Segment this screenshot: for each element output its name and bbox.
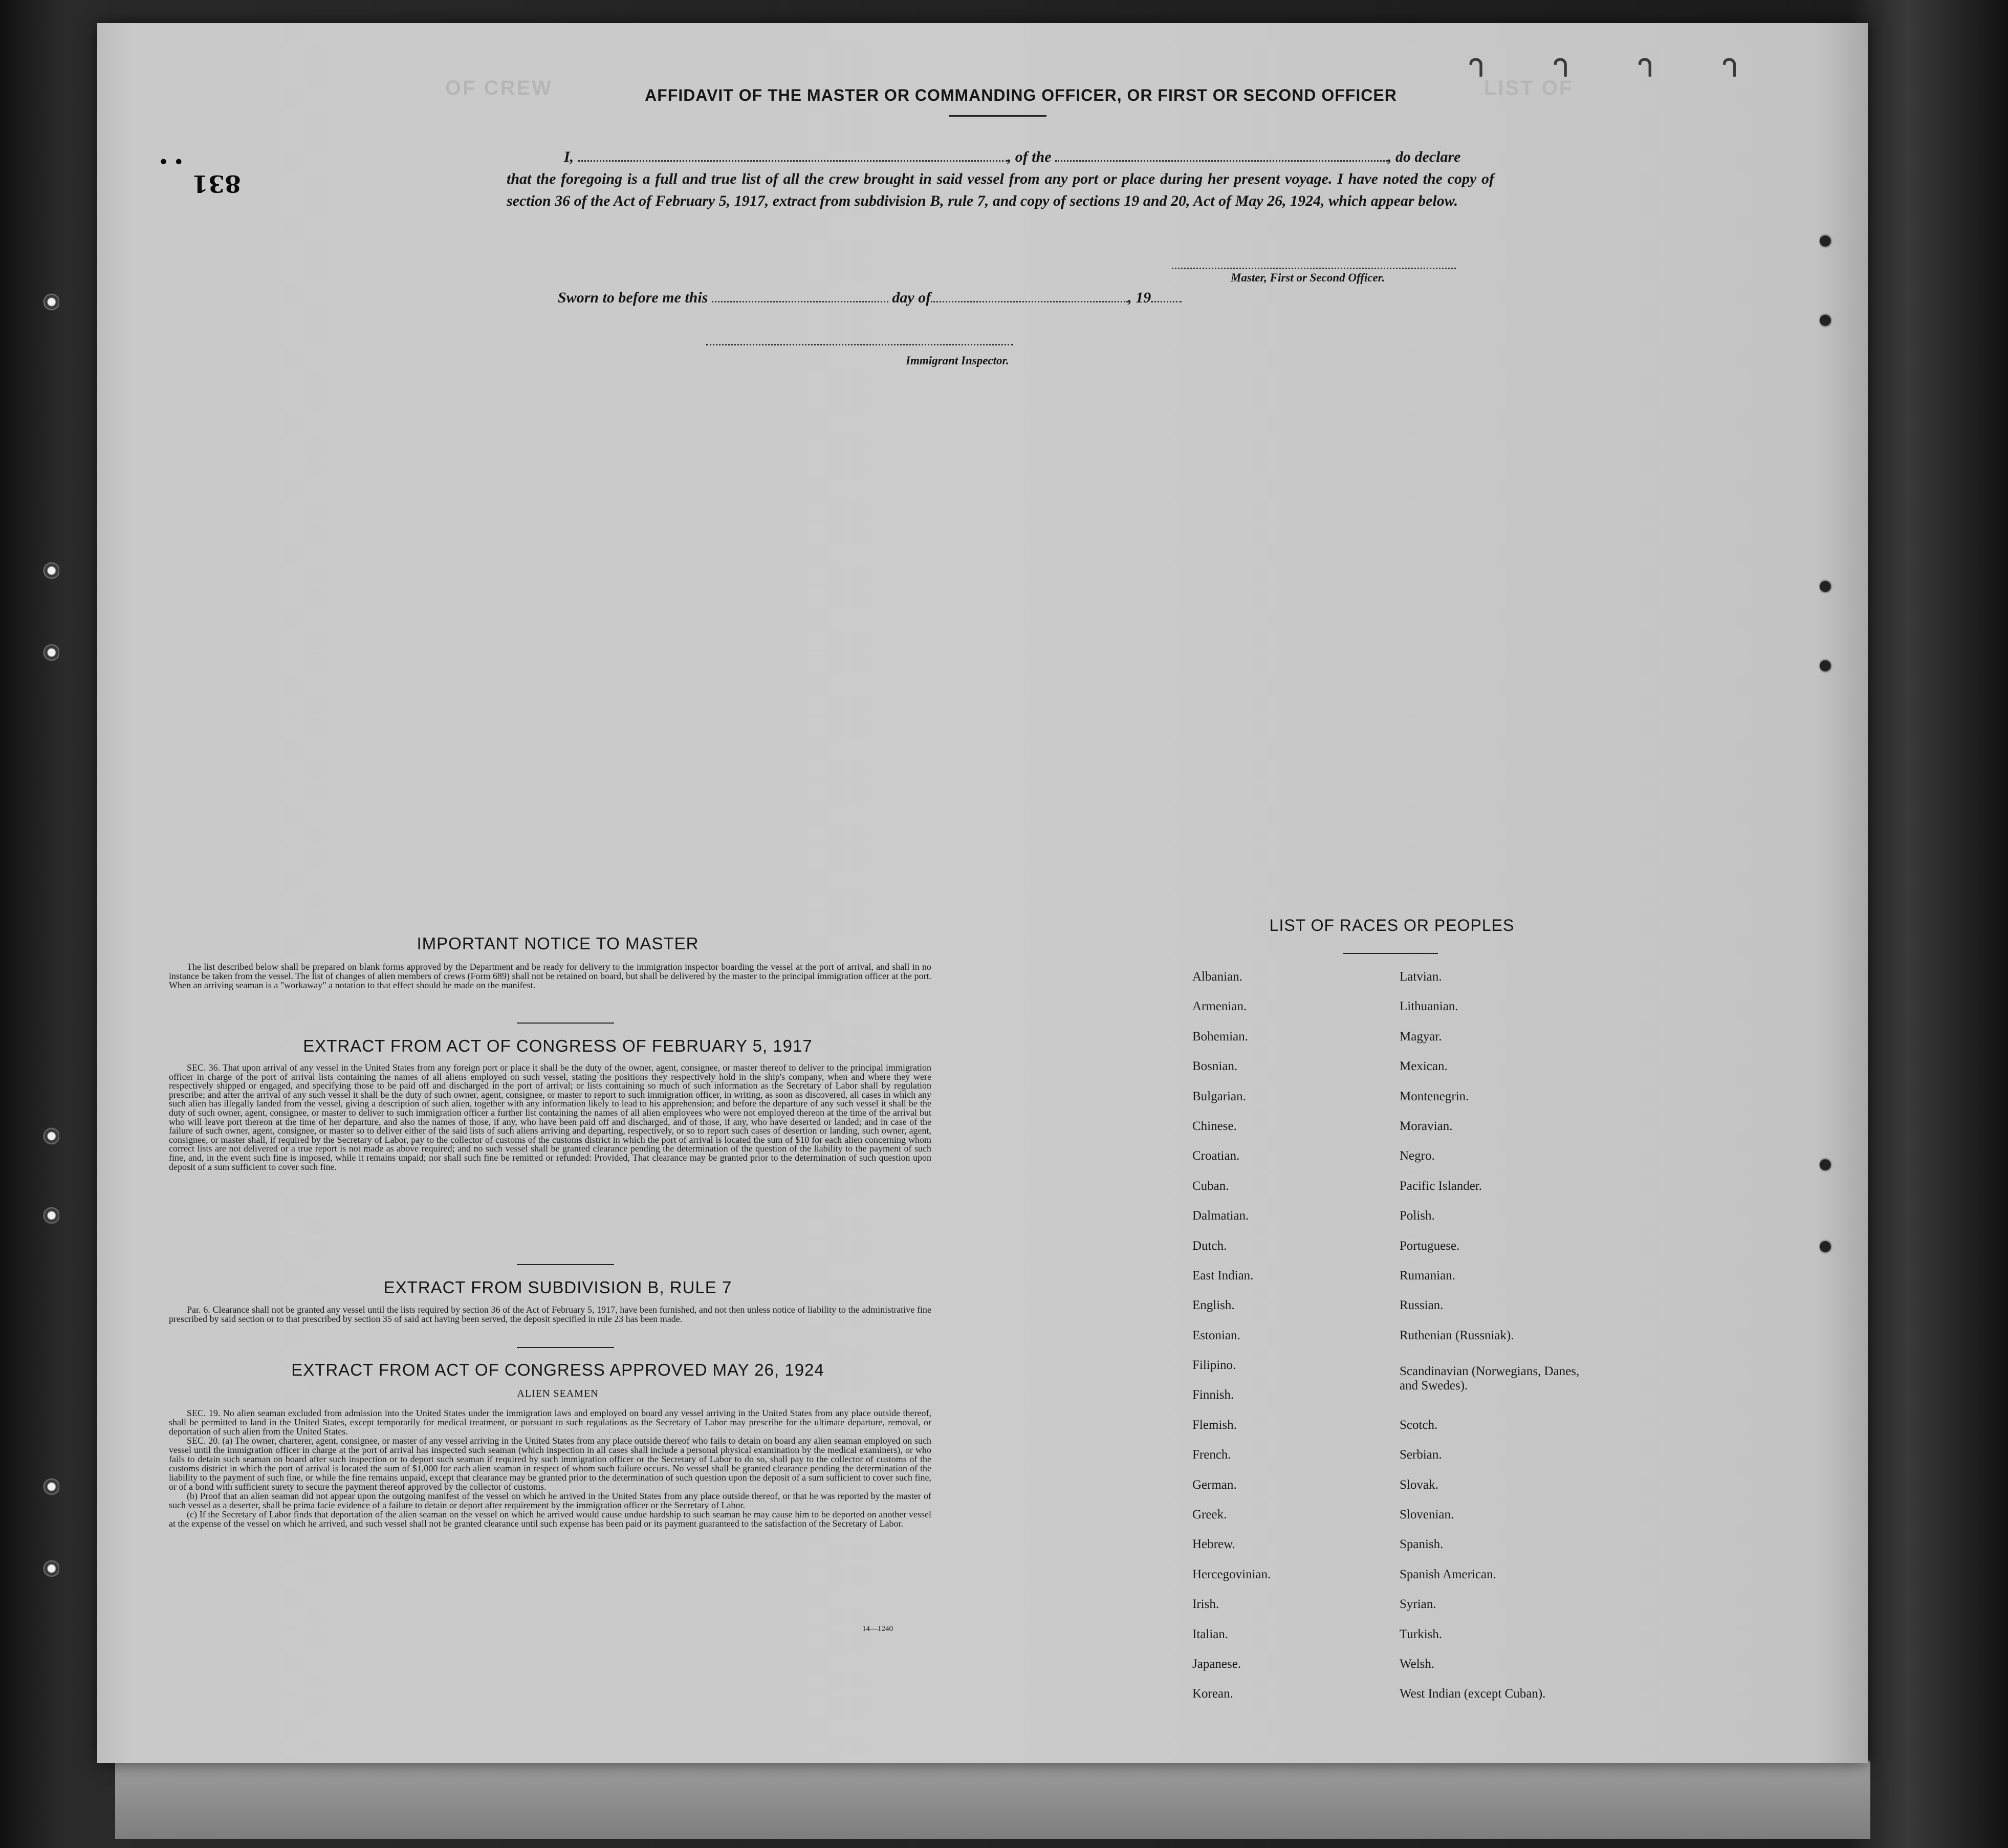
race-list-item: Slovenian. xyxy=(1400,1508,1454,1522)
sec-19-text: SEC. 19. No alien seaman excluded from admission into the United States under the immigration laws and employed on board any vessel arriving in the United States from any place outside thereof, shall be permitted to land in the United States, except temporarily for medical treatment, or pursuant to such regulations as the Secretary of Labor may prescribe for the ultimate departure, removal, or deportation of such alien from the United States. xyxy=(169,1408,931,1437)
race-list-item: Dutch. xyxy=(1192,1238,1227,1253)
race-list-item: Finnish. xyxy=(1192,1388,1234,1402)
section-divider xyxy=(517,1264,614,1265)
declaration-first-line xyxy=(507,146,1494,168)
notice-text: The list described below shall be prepared on blank forms approved by the Department and be ready for delivery to the immigration inspector boarding the vessel at the port of arrival, and shall in no instance be taken from the vessel. The list of changes of alien members of crews (Form 689) shall not be retained on board, but shall be delivered by the master to the principal immigration officer at the port. When an arriving seaman is a "workaway" a notation to that effect should be made on the manifest. xyxy=(169,962,931,990)
punch-hole-icon xyxy=(42,289,59,315)
race-list-item: Spanish. xyxy=(1400,1537,1444,1552)
race-list-item: French. xyxy=(1192,1448,1231,1462)
top-handwritten-marks: ᘃ ᘃ ᘃ ᘃ xyxy=(1469,54,1767,82)
punch-hole-icon xyxy=(42,640,59,665)
sec-20a-text: SEC. 20. (a) The owner, charterer, agent, consignee, or master of any vessel arriving in the United States from any place outside thereof who fails to detain on board any alien seaman employed on such vessel until the immigration officer in charge at the port of arrival has inspected such seaman (which inspection in all cases shall include a personal physical examination by the medical examiners), or who fails to detain such seaman on board after such inspection or to deport such seaman if required by such immigration officer or the Secretary of Labor to do so, shall pay to the collector of customs of the customs district in which the port of arrival is located the sum of $1,000 for each alien seaman in respect of whom such failure occurs. No vessel shall be granted clearance pending the determination of the liability to the payment of such fine, or while the fine remains unpaid, except that clearance may be granted prior to the determination of such question upon the deposit of a sum sufficient to cover such fine, or of a bond with sufficient surety to secure the payment thereof approved by the collector of customs. xyxy=(169,1436,931,1492)
races-column-right xyxy=(1400,970,1614,1717)
races-title: LIST OF RACES OR PEOPLES xyxy=(1269,916,1515,934)
punch-hole-icon xyxy=(1819,655,1835,677)
race-list-item: Latvian. xyxy=(1400,970,1442,984)
declarant-name-field[interactable] xyxy=(578,160,1008,162)
race-list-item: Polish. xyxy=(1400,1209,1435,1223)
punch-hole-icon xyxy=(1819,1236,1835,1257)
punch-hole-icon xyxy=(42,1203,59,1228)
race-list-item: Scotch. xyxy=(1400,1418,1438,1432)
race-list-item: Filipino. xyxy=(1192,1358,1236,1373)
race-list-item: Syrian. xyxy=(1400,1597,1436,1612)
race-list-item: Rumanian. xyxy=(1400,1268,1456,1282)
extract-1917-title: EXTRACT FROM ACT OF CONGRESS OF FEBRUARY 5, 1917 xyxy=(303,1036,813,1055)
race-list-item: Cuban. xyxy=(1192,1179,1229,1193)
race-list-item: West Indian (except Cuban). xyxy=(1400,1687,1546,1701)
vessel-name-field[interactable] xyxy=(1055,160,1388,162)
ink-blot: • • xyxy=(159,154,184,171)
race-list-item: Montenegrin. xyxy=(1400,1089,1469,1103)
race-list-item: Pacific Islander. xyxy=(1400,1179,1482,1193)
of-the-label: , of the xyxy=(1007,148,1052,165)
sworn-year-field[interactable] xyxy=(1151,300,1182,302)
race-list-item: Armenian. xyxy=(1192,999,1247,1014)
declaration-block xyxy=(507,146,1494,212)
extract-1924-title: EXTRACT FROM ACT OF CONGRESS APPROVED MAY 26, 1924 xyxy=(291,1360,824,1379)
race-list-item: Bulgarian. xyxy=(1192,1089,1246,1103)
year-label: , 19 xyxy=(1128,289,1151,306)
master-signature-label: Master, First or Second Officer. xyxy=(1231,271,1385,284)
race-list-item: Negro. xyxy=(1400,1149,1435,1163)
inspector-label: Immigrant Inspector. xyxy=(906,354,1009,367)
punch-hole-icon xyxy=(42,558,59,583)
race-list-item: Portuguese. xyxy=(1400,1238,1460,1253)
punch-hole-icon xyxy=(1819,576,1835,597)
race-list-item: Lithuanian. xyxy=(1400,999,1458,1014)
master-signature-field[interactable] xyxy=(1172,268,1456,269)
do-declare-label: , do declare xyxy=(1388,148,1461,165)
punch-hole-icon xyxy=(42,1123,59,1149)
section-divider xyxy=(517,1347,614,1348)
race-list-item: Bohemian. xyxy=(1192,1029,1249,1043)
page-bottom-edge xyxy=(115,1760,1870,1839)
race-list-item: Flemish. xyxy=(1192,1418,1237,1432)
race-list-item: Magyar. xyxy=(1400,1029,1442,1043)
race-list-item: Italian. xyxy=(1192,1627,1229,1641)
title-underline xyxy=(949,115,1046,117)
alien-seamen-subtitle: ALIEN SEAMEN xyxy=(517,1388,599,1399)
race-list-item: Estonian. xyxy=(1192,1328,1240,1342)
race-list-item: German. xyxy=(1192,1477,1237,1492)
race-list-item: Slovak. xyxy=(1400,1477,1438,1492)
race-list-item: Turkish. xyxy=(1400,1627,1443,1641)
day-of-label: day of xyxy=(892,289,931,306)
sec-20b-text: (b) Proof that an alien seaman did not appear upon the outgoing manifest of the vessel on which he arrived in the United States from any place outside thereof, or that he was reported by the master of such vessel as a deserter, shall be prima facie evidence of a failure to detain or deport after requirement by the immigration officer or the Secretary of Labor. xyxy=(169,1491,931,1510)
sworn-line xyxy=(558,289,1274,307)
race-list-item: Japanese. xyxy=(1192,1657,1241,1671)
sworn-month-field[interactable] xyxy=(931,300,1128,302)
race-list-item: Dalmatian. xyxy=(1192,1209,1249,1223)
declaration-text: that the foregoing is a full and true list of all the crew brought in said vessel from any port or place during her present voyage. I have noted the copy of section 36 of the Act of February 5, 1917, extract from subdivision B, rule 7, and copy of sections 19 and 20, Act of May 26, 1924, which appear below. xyxy=(507,170,1494,209)
punch-hole-icon xyxy=(1819,1154,1835,1176)
race-list-item: Albanian. xyxy=(1192,970,1242,984)
extract-1924-body xyxy=(169,1408,931,1528)
race-list-item: Russian. xyxy=(1400,1298,1444,1313)
race-list-item: Ruthenian (Russniak). xyxy=(1400,1328,1514,1342)
punch-hole-icon xyxy=(1819,310,1835,331)
race-list-item: Hebrew. xyxy=(1192,1537,1235,1552)
punch-hole-icon xyxy=(42,1474,59,1499)
section-divider xyxy=(517,1023,614,1024)
race-list-item: Moravian. xyxy=(1400,1119,1453,1133)
race-list-item: Serbian. xyxy=(1400,1448,1442,1462)
race-list-item: Irish. xyxy=(1192,1597,1219,1612)
affidavit-title: AFFIDAVIT OF THE MASTER OR COMMANDING OFFICER, OR FIRST OR SECOND OFFICER xyxy=(645,86,1397,104)
bleed-through-mark: LIST OF xyxy=(1484,77,1574,99)
extract-rule7-text: Par. 6. Clearance shall not be granted any vessel until the lists required by section 36 of the Act of February 5, 1917, have been furnished, and not then unless notice of liability to the administrative fine prescribed by said section or to that prescribed by section 35 of said act having been served, the deposit specified in rule 23 has been made. xyxy=(169,1305,931,1324)
race-list-item: Spanish American. xyxy=(1400,1567,1496,1581)
extract-rule7-title: EXTRACT FROM SUBDIVISION B, RULE 7 xyxy=(383,1278,732,1297)
handwritten-page-number: 831 xyxy=(192,170,242,198)
race-list-item: Croatian. xyxy=(1192,1149,1240,1163)
race-list-item: Chinese. xyxy=(1192,1119,1237,1133)
race-list-item: English. xyxy=(1192,1298,1235,1313)
race-list-item: Scandinavian (Norwegians, Danes, and Swedes). xyxy=(1400,1364,1580,1393)
sec-20c-text: (c) If the Secretary of Labor finds that deportation of the alien seaman on the vessel on which he arrived would cause undue hardship to such seaman he may cause him to be deported on another vessel at the expense of the vessel on which he arrived, and such vessel shall not be granted clearance until such expense has been paid or its payment guaranteed to the satisfaction of the Secretary of Labor. xyxy=(169,1509,931,1529)
race-list-item: Korean. xyxy=(1192,1687,1233,1701)
race-list-item: East Indian. xyxy=(1192,1268,1254,1282)
sworn-label: Sworn to before me this xyxy=(558,289,708,306)
race-list-item: Welsh. xyxy=(1400,1657,1435,1671)
races-column-left xyxy=(1192,970,1387,1717)
inspector-signature-field[interactable] xyxy=(706,344,1013,345)
declarant-label: I, xyxy=(564,148,574,165)
race-list-item: Bosnian. xyxy=(1192,1059,1238,1074)
extract-1917-text: SEC. 36. That upon arrival of any vessel in the United States from any foreign port or place it shall be the duty of the owner, agent, consignee, or master thereof to deliver to the principal immigration officer in charge of the port of arrival lists containing the names of all aliens employed on such vessel, stating the positions they respectively hold in the ship's company, when and where they were respectively shipped or engaged, and specifying those to be paid off and discharged in the port of arrival; or lists containing so much of such information as the Secretary of Labor shall by regulation prescribe; and after the arrival of any such vessel it shall be the duty of such owner, agent, consignee, or master to report to such immigration officer, in writing, as soon as discovered, all cases in which any such alien has illegally landed from the vessel, giving a description of such alien, together with any information likely to lead to his apprehension; and before the departure of any such vessel it shall be the duty of such owner, agent, consignee, or master to deliver to such immigration officer a further list containing the names of all alien employees who were not employed thereon at the time of the arrival but who will leave port thereon at the time of her departure, and also the names of those, if any, who have been paid off and discharged, and of those, if any, who have deserted or landed; and in case of the failure of such owner, agent, consignee, or master so to deliver either of the said lists of such aliens arriving and departing, respectively, or so to report such cases of desertion or landing, such owner, agent, consignee, or master shall, if required by the Secretary of Labor, pay to the collector of customs of the customs district in which the port of arrival is located the sum of $10 for each alien concerning whom correct lists are not delivered or a true report is not made as above required; and no such vessel shall be granted clearance pending the determination of the question of the liability to the payment of such fine, and, in the event such fine is imposed, while it remains unpaid; nor shall such fine be remitted or refunded: Provided, That clearance may be granted prior to the determination of such question upon deposit of a sum sufficient to cover such fine. xyxy=(169,1062,931,1172)
race-list-item: Mexican. xyxy=(1400,1059,1448,1074)
form-number: 14—1240 xyxy=(862,1625,893,1633)
race-list-item: Greek. xyxy=(1192,1508,1227,1522)
punch-hole-icon xyxy=(42,1556,59,1581)
sworn-day-field[interactable] xyxy=(712,300,888,302)
punch-hole-icon xyxy=(1819,230,1835,252)
races-title-underline xyxy=(1343,953,1438,954)
notice-title: IMPORTANT NOTICE TO MASTER xyxy=(417,934,699,953)
bleed-through-mark: OF CREW xyxy=(445,77,553,99)
race-list-item: Hercegovinian. xyxy=(1192,1567,1271,1581)
